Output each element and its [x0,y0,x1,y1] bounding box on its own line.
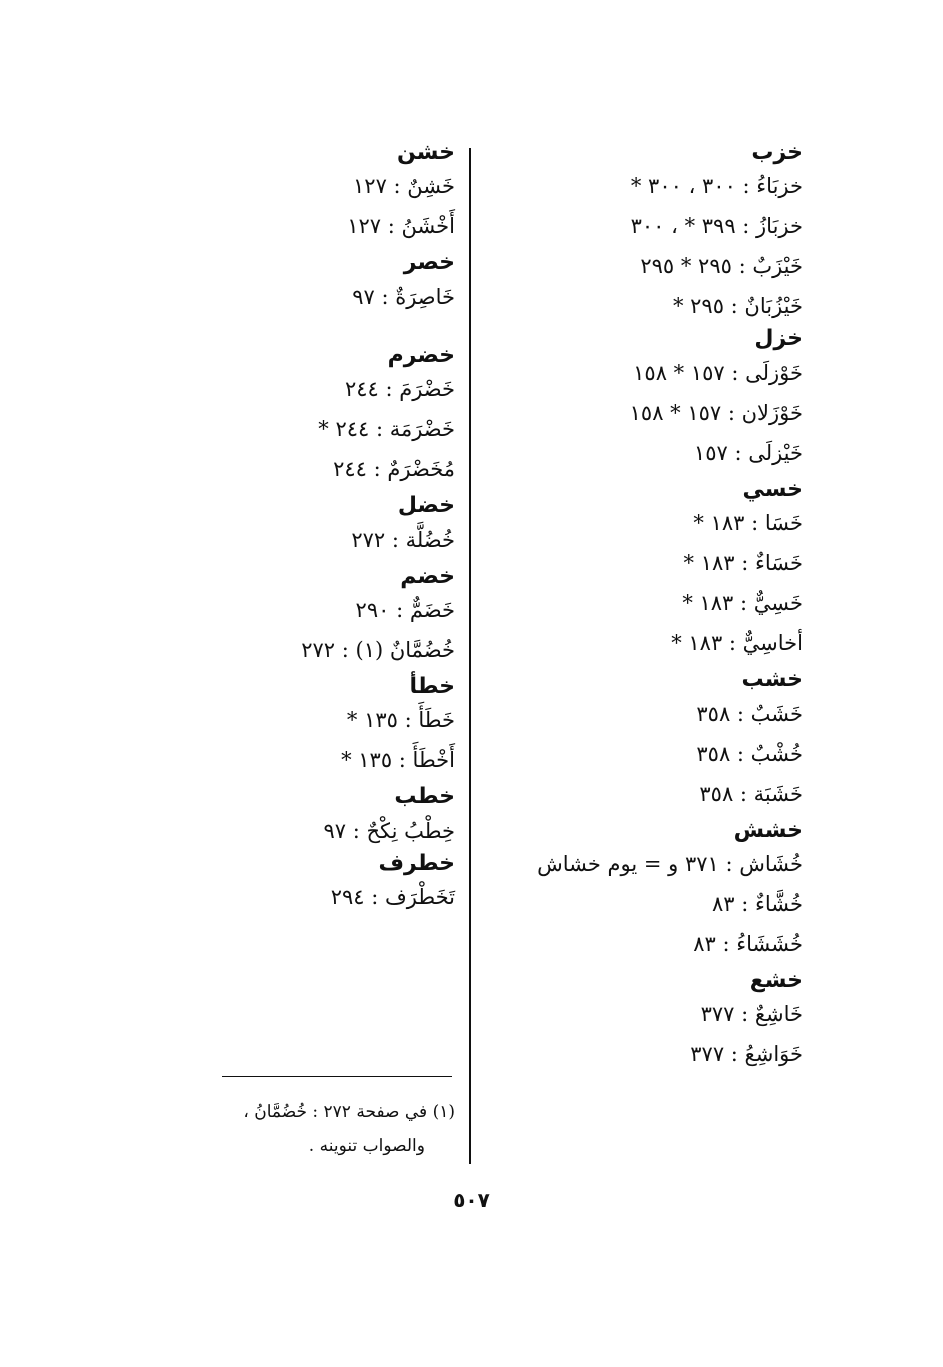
root-group [463,818,803,964]
root-heading: خشش [733,817,803,843]
root-heading: خطرف [378,850,455,876]
root-group [205,851,455,917]
footnote-rule [222,1076,452,1077]
root-group [463,477,803,663]
root-heading: خشن [396,140,455,165]
root-group [205,564,455,670]
entry: خَاشِعٌ : ٣٧٧ [700,1002,803,1027]
root-heading: خشع [749,967,803,993]
entry: خَيْزُبَانٌ : ٢٩٥ * [672,294,803,319]
entry: أخاسِيٌّ : ١٨٣ * [671,631,803,656]
entry: خَوَاشِعُ : ٣٧٧ [690,1042,803,1067]
root-group [205,140,455,246]
root-heading: خضل [397,493,455,519]
entry: خَضَمٌّ : ٢٩٠ [355,597,455,622]
root-group [205,250,455,316]
root-group [205,343,455,489]
root-group [463,326,803,472]
column-divider [469,148,471,1164]
entry: مُخَضْرَمٌ : ٢٤٤ [333,457,455,482]
entry: خَوْزلَى : ١٥٧ * ١٥٨ [633,360,803,385]
entry: خُشَاش : ٣٧١ و = يوم خشاش [537,851,803,876]
root-heading: خضرم [387,342,455,368]
left-column [205,140,455,917]
root-heading: خزب [751,140,803,165]
entry: خَسَا : ١٨٣ * [693,511,803,536]
root-heading: خطأ [409,673,455,699]
entry: خزبَازُ : ٣٩٩ * ، ٣٠٠ [630,214,803,239]
entry: خَسَاءٌ : ١٨٣ * [683,551,803,576]
entry: خَاصِرَةٌ : ٩٧ [352,284,455,309]
root-heading: خضم [400,563,455,589]
entry: خَشَبٌ : ٣٥٨ [696,701,803,726]
entry: خِطْبُ نِكْحٌ : ٩٧ [323,818,455,843]
root-heading: خزل [754,326,803,352]
root-group [205,493,455,559]
entry: خزبَاءُ : ٣٠٠ ، ٣٠٠ * [630,174,803,199]
root-heading: خشب [741,667,803,693]
entry: خُضُلَّة : ٢٧٢ [351,527,455,552]
entry: خُشَّاءٌ : ٨٣ [712,891,803,916]
root-group [205,674,455,780]
right-column [463,140,803,1074]
footnote-line: (١) في صفحة ٢٧٢ : خُضُمَّانُ ، [243,1102,455,1122]
root-heading: خسي [742,476,803,502]
footnote [150,1095,455,1163]
entry: أَخْشَنُ : ١٢٧ [347,214,455,239]
entry: خَشَبَة : ٣٥٨ [699,781,803,806]
entry: خَضْرَمَة : ٢٤٤ * [318,417,455,442]
entry: خُضُمَّانٌ (١) : ٢٧٢ [301,637,455,662]
entry: خَوْزَلان : ١٥٧ * ١٥٨ [629,400,803,425]
root-heading: خطب [394,784,455,810]
footnote-line: والصواب تنوينه . [308,1136,425,1156]
entry: خَيْزَبٌ : ٢٩٥ * ٢٩٥ [640,254,803,279]
root-group [463,667,803,813]
entry: خَشِنٌ : ١٢٧ [353,174,455,199]
entry: خَطَأَ : ١٣٥ * [346,708,455,733]
root-heading: خصر [403,250,455,276]
root-group [463,140,803,326]
entry: خُشْبٌ : ٣٥٨ [696,741,803,766]
root-group [205,784,455,850]
entry: تَخَطْرَف : ٢٩٤ [330,885,455,910]
entry: خُشَشَاءُ : ٨٣ [693,931,803,956]
page-number: ٥٠٧ [453,1188,490,1212]
entry: خَضْرَمَ : ٢٤٤ [344,377,455,402]
root-group [463,968,803,1074]
entry: أَخْطَأَ : ١٣٥ * [341,748,455,773]
entry: خَيْزلَى : ١٥٧ [693,440,803,465]
entry: خَسِيٌّ : ١٨٣ * [682,591,803,616]
